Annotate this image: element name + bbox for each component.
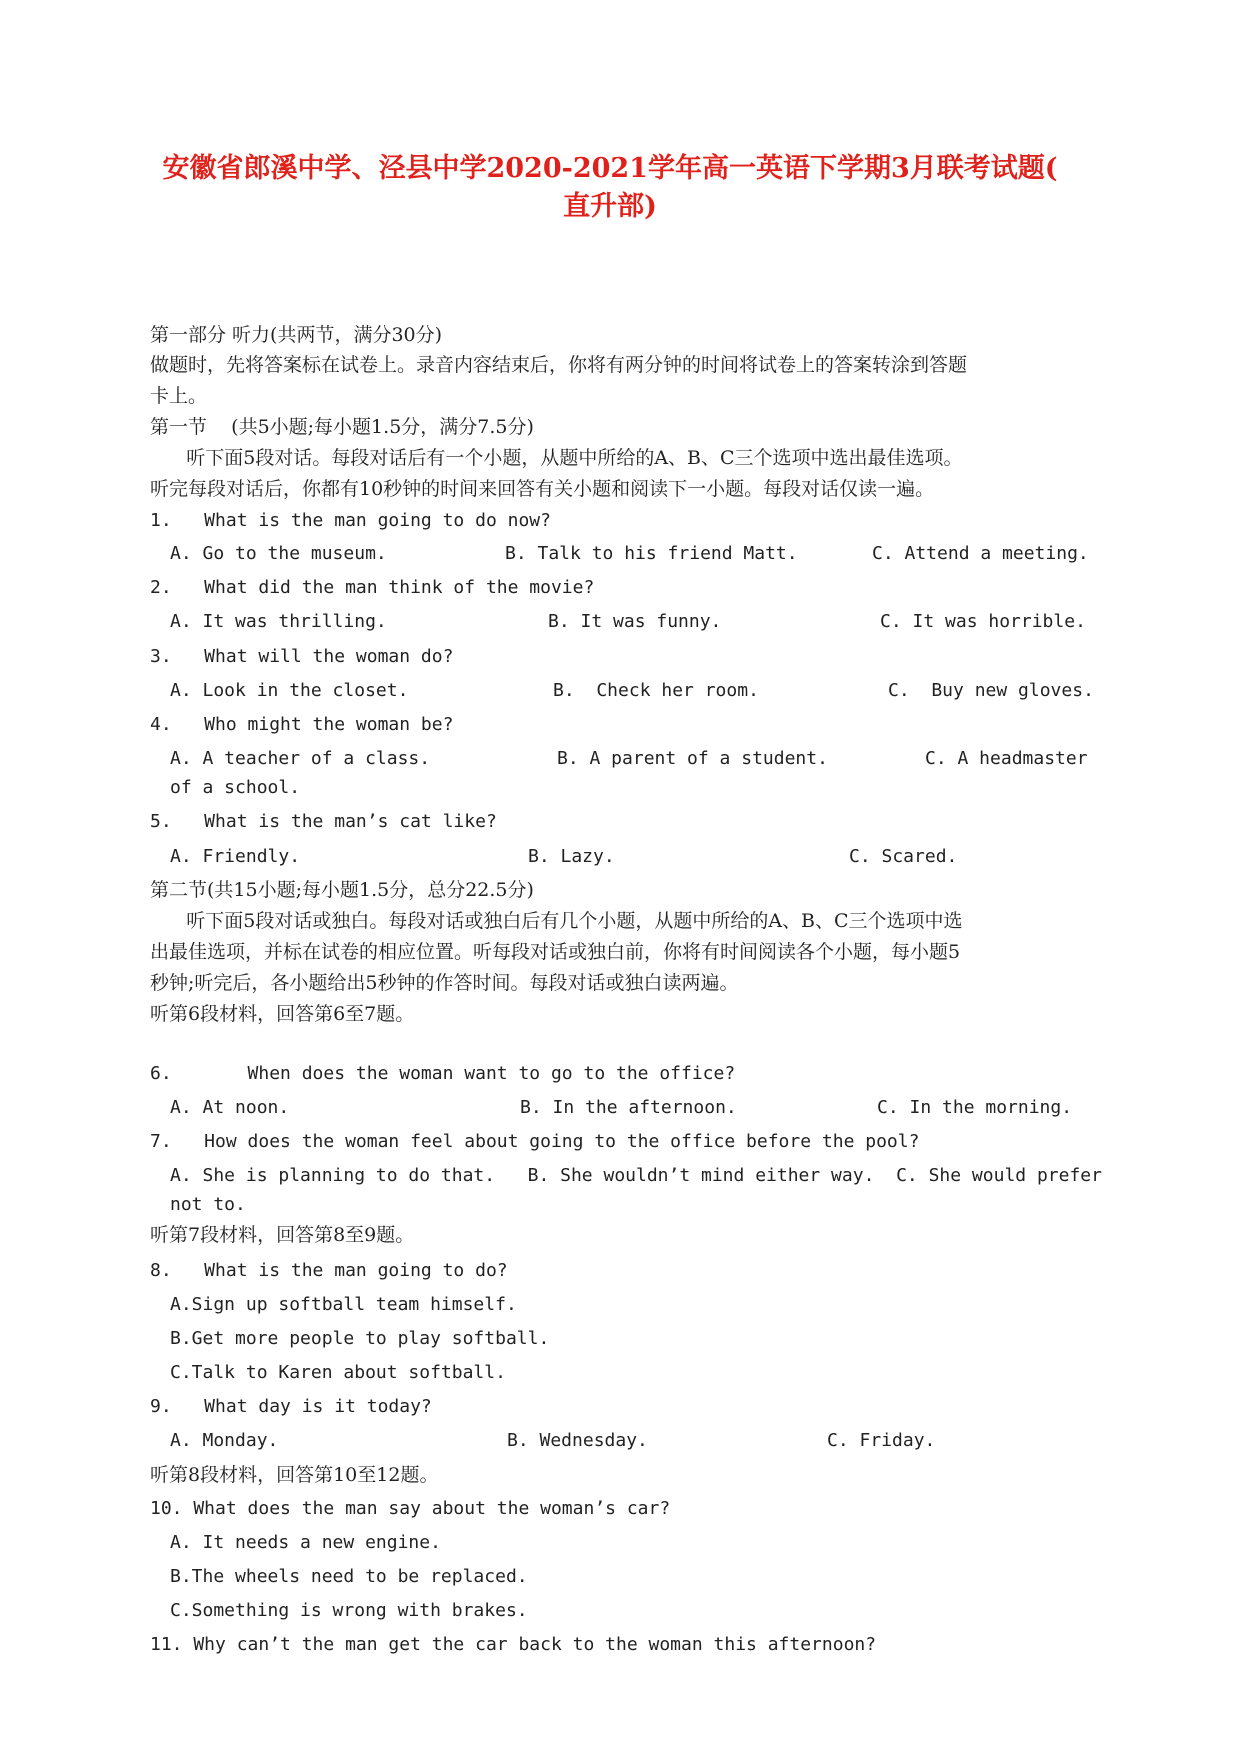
option-a: A. At noon. [170, 1097, 290, 1118]
material-heading: 听第7段材料，回答第8至9题。 [150, 1224, 415, 1246]
material-heading: 听第8段材料，回答第10至12题。 [150, 1464, 439, 1486]
option-c: C. A headmaster [925, 748, 1088, 769]
section2-header: 第二节(共15小题;每小题1.5分，总分22.5分) [150, 879, 534, 901]
option-c: C.Talk to Karen about softball. [170, 1362, 506, 1383]
option-a: A. Go to the museum. [170, 543, 387, 564]
option-a: A.Sign up softball team himself. [170, 1294, 517, 1315]
question-4: 4. Who might the woman be? [150, 714, 454, 735]
question-11: 11. Why can’t the man get the car back to the woman this afternoon? [150, 1634, 877, 1655]
option-c: C. Scared. [849, 846, 958, 867]
question-7: 7. How does the woman feel about going to the office before the pool? [150, 1131, 920, 1152]
question-5: 5. What is the man’s cat like? [150, 811, 497, 832]
section2-instruction: 秒钟;听完后，各小题给出5秒钟的作答时间。每段对话或独白读两遍。 [150, 972, 739, 994]
option-b: B. Lazy. [528, 846, 615, 867]
question-8: 8. What is the man going to do? [150, 1260, 508, 1281]
option-a: A. It was thrilling. [170, 611, 387, 632]
exam-title-line-2: 直升部) [563, 191, 657, 222]
option-a: A. It needs a new engine. [170, 1532, 441, 1553]
option-a: A. Monday. [170, 1430, 279, 1451]
question-1: 1. What is the man going to do now? [150, 510, 551, 531]
option-b: B. Wednesday. [507, 1430, 648, 1451]
question-2: 2. What did the man think of the movie? [150, 577, 595, 598]
part1-header: 第一部分 听力(共两节，满分30分) [150, 324, 443, 346]
option-b: B. A parent of a student. [557, 748, 828, 769]
option-c: C. Buy new gloves. [888, 680, 1094, 701]
option-a: A. Look in the closet. [170, 680, 409, 701]
option-b: B. Check her room. [553, 680, 759, 701]
option-b: B. Talk to his friend Matt. [505, 543, 798, 564]
instruction-line: 卡上。 [150, 385, 208, 407]
question-6: 6. When does the woman want to go to the office? [150, 1063, 736, 1084]
option-c-continued: of a school. [170, 777, 301, 798]
section1-header: 第一节 (共5小题;每小题1.5分，满分7.5分) [150, 416, 534, 438]
question-3: 3. What will the woman do? [150, 646, 454, 667]
option-c: C. Friday. [827, 1430, 936, 1451]
option-c: C. In the morning. [877, 1097, 1073, 1118]
material-heading: 听第6段材料，回答第6至7题。 [150, 1003, 415, 1025]
section1-instruction: 听下面5段对话。每段对话后有一个小题，从题中所给的A、B、C三个选项中选出最佳选项。 [150, 447, 963, 469]
option-b: B. It was funny. [548, 611, 722, 632]
option-b: B. In the afternoon. [520, 1097, 737, 1118]
option-c: C. It was horrible. [880, 611, 1086, 632]
option-a: A. Friendly. [170, 846, 301, 867]
section2-instruction: 出最佳选项，并标在试卷的相应位置。听每段对话或独白前，你将有时间阅读各个小题，每小题5 [150, 941, 961, 963]
instruction-line: 做题时，先将答案标在试卷上。录音内容结束后，你将有两分钟的时间将试卷上的答案转涂到答题 [150, 354, 968, 376]
exam-title-line-1: 安徽省郎溪中学、泾县中学2020-2021学年高一英语下学期3月联考试题( [162, 153, 1058, 184]
option-c-continued: not to. [170, 1194, 246, 1215]
section2-instruction: 听下面5段对话或独白。每段对话或独白后有几个小题，从题中所给的A、B、C三个选项中选 [150, 910, 963, 932]
question-9: 9. What day is it today? [150, 1396, 432, 1417]
option-b: B.Get more people to play softball. [170, 1328, 550, 1349]
option-b: B.The wheels need to be replaced. [170, 1566, 528, 1587]
option-c: C. Attend a meeting. [872, 543, 1089, 564]
option-a: A. A teacher of a class. [170, 748, 431, 769]
option-c: C.Something is wrong with brakes. [170, 1600, 528, 1621]
section1-instruction: 听完每段对话后，你都有10秒钟的时间来回答有关小题和阅读下一小题。每段对话仅读一遍。 [150, 478, 935, 500]
options-abc: A. She is planning to do that. B. She wouldn’t mind either way. C. She would prefer [170, 1165, 1102, 1186]
question-10: 10. What does the man say about the woman’s car? [150, 1498, 671, 1519]
